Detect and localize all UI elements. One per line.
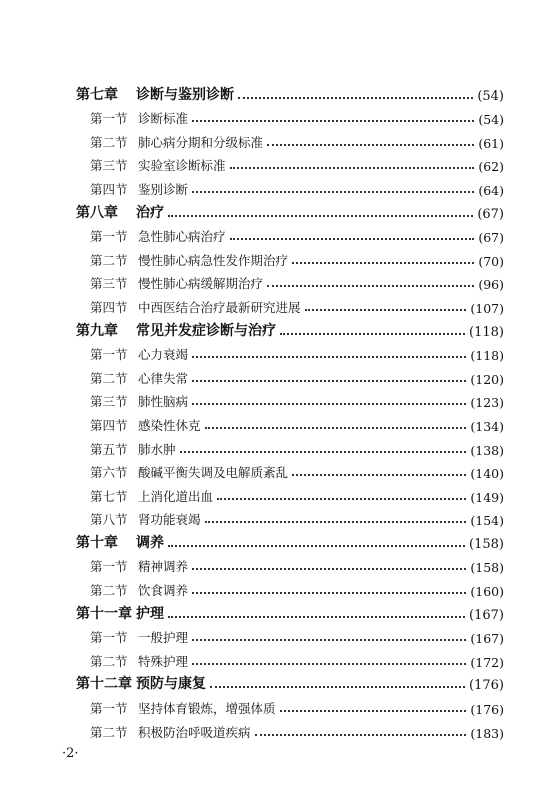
section-number: 第三节 (90, 158, 128, 174)
dot-leader (210, 686, 465, 688)
dot-leader (192, 592, 466, 594)
section-title: 感染性休克 (138, 417, 201, 433)
dot-leader (305, 309, 467, 311)
page-reference: (134) (470, 418, 504, 434)
dot-leader (230, 167, 475, 169)
page-reference: (70) (478, 253, 504, 269)
section-title: 急性肺心病治疗 (138, 229, 226, 245)
toc-section-row (76, 481, 504, 505)
dot-leader (280, 710, 467, 712)
toc-chapter-row (76, 198, 504, 222)
section-number: 第五节 (90, 441, 128, 457)
section-number: 第二节 (90, 252, 128, 268)
toc-section-row (76, 552, 504, 576)
dot-leader (180, 451, 467, 453)
toc-section-row (76, 222, 504, 246)
chapter-number: 第十二章 (76, 676, 132, 693)
page-reference: (118) (470, 348, 504, 364)
dot-leader (192, 380, 466, 382)
page-reference: (54) (478, 112, 504, 128)
page-reference: (183) (470, 725, 504, 741)
toc-section-row (76, 151, 504, 175)
page-reference: (67) (477, 206, 504, 222)
page-reference: (61) (478, 135, 504, 151)
section-number: 第一节 (90, 701, 128, 717)
toc-chapter-row (76, 316, 504, 340)
page-reference: (138) (470, 442, 504, 458)
dot-leader (267, 144, 474, 146)
section-number: 第三节 (90, 394, 128, 410)
section-number: 第一节 (90, 111, 128, 127)
dot-leader (192, 568, 466, 570)
page-reference: (118) (469, 324, 504, 340)
toc-section-row (76, 245, 504, 269)
toc-section-row (76, 104, 504, 128)
page-reference: (158) (469, 536, 504, 552)
page-reference: (107) (470, 300, 504, 316)
dot-leader (192, 191, 474, 193)
section-title: 精神调养 (138, 559, 189, 575)
page-number: ·2· (62, 746, 79, 761)
toc-chapter-row (76, 670, 504, 694)
chapter-title: 治疗 (136, 204, 164, 221)
page-reference: (154) (470, 513, 504, 529)
toc-section-row (76, 340, 504, 364)
section-title: 上消化道出血 (138, 488, 214, 504)
section-title: 心律失常 (138, 370, 189, 386)
chapter-title: 调养 (136, 534, 164, 551)
page-reference: (54) (477, 88, 504, 104)
section-number: 第一节 (90, 559, 128, 575)
section-title: 实验室诊断标准 (138, 158, 226, 174)
toc-chapter-row (76, 80, 504, 104)
section-number: 第二节 (90, 134, 128, 150)
section-title: 慢性肺心病急性发作期治疗 (138, 252, 289, 268)
toc-section-row (76, 458, 504, 482)
dot-leader (168, 616, 465, 618)
section-title: 一般护理 (138, 630, 189, 646)
section-title: 肺水肿 (138, 441, 176, 457)
section-title: 酸碱平衡失调及电解质紊乱 (138, 465, 289, 481)
toc-section-row (76, 363, 504, 387)
page-reference: (64) (478, 182, 504, 198)
section-title: 饮食调养 (138, 583, 189, 599)
section-number: 第二节 (90, 370, 128, 386)
section-title: 积极防治呼吸道疾病 (138, 724, 251, 740)
section-number: 第一节 (90, 630, 128, 646)
toc-section-row (76, 693, 504, 717)
section-number: 第四节 (90, 417, 128, 433)
page-reference: (167) (470, 631, 504, 647)
table-of-contents (76, 80, 504, 741)
section-number: 第四节 (90, 299, 128, 315)
chapter-title: 预防与康复 (136, 676, 206, 693)
toc-section-row (76, 410, 504, 434)
dot-leader (292, 474, 466, 476)
toc-section-row (76, 623, 504, 647)
section-title: 肺性脑病 (138, 394, 189, 410)
section-number: 第二节 (90, 724, 128, 740)
chapter-number: 第九章 (76, 322, 118, 339)
dot-leader (230, 238, 475, 240)
page-reference: (120) (470, 371, 504, 387)
chapter-number: 第七章 (76, 86, 118, 103)
page-reference: (160) (470, 584, 504, 600)
section-title: 慢性肺心病缓解期治疗 (138, 276, 264, 292)
page-reference: (140) (470, 466, 504, 482)
dot-leader (292, 262, 474, 264)
toc-chapter-row (76, 599, 504, 623)
chapter-title: 常见并发症诊断与治疗 (136, 322, 276, 339)
dot-leader (255, 734, 467, 736)
dot-leader (280, 333, 465, 335)
section-title: 中西医结合治疗最新研究进展 (138, 299, 301, 315)
chapter-title: 护理 (136, 605, 164, 622)
dot-leader (217, 498, 466, 500)
page-reference: (123) (470, 395, 504, 411)
section-number: 第三节 (90, 276, 128, 292)
dot-leader (192, 120, 474, 122)
chapter-number: 第十一章 (76, 605, 132, 622)
dot-leader (168, 215, 473, 217)
dot-leader (238, 97, 473, 99)
dot-leader (192, 403, 466, 405)
page-reference: (62) (478, 159, 504, 175)
dot-leader (205, 521, 467, 523)
toc-chapter-row (76, 528, 504, 552)
toc-section-row (76, 717, 504, 741)
section-number: 第八节 (90, 512, 128, 528)
section-title: 鉴别诊断 (138, 181, 189, 197)
page-reference: (176) (470, 702, 504, 718)
toc-section-row (76, 434, 504, 458)
section-number: 第四节 (90, 181, 128, 197)
page-reference: (67) (478, 230, 504, 246)
section-title: 心力衰竭 (138, 347, 189, 363)
toc-section-row (76, 575, 504, 599)
section-title: 诊断标准 (138, 111, 189, 127)
dot-leader (192, 639, 466, 641)
section-title: 肾功能衰竭 (138, 512, 201, 528)
section-number: 第一节 (90, 347, 128, 363)
section-title: 坚持体育锻炼，增强体质 (138, 701, 276, 717)
toc-section-row (76, 174, 504, 198)
chapter-number: 第十章 (76, 534, 118, 551)
page-reference: (149) (470, 489, 504, 505)
dot-leader (267, 285, 474, 287)
chapter-number: 第八章 (76, 204, 118, 221)
section-number: 第六节 (90, 465, 128, 481)
dot-leader (168, 545, 465, 547)
toc-section-row (76, 292, 504, 316)
dot-leader (192, 663, 466, 665)
toc-section-row (76, 269, 504, 293)
section-number: 第二节 (90, 583, 128, 599)
page-reference: (158) (470, 560, 504, 576)
page-reference: (176) (469, 678, 504, 694)
page-reference: (96) (478, 277, 504, 293)
dot-leader (192, 356, 466, 358)
section-number: 第二节 (90, 653, 128, 669)
chapter-title: 诊断与鉴别诊断 (136, 86, 234, 103)
page-reference: (172) (470, 654, 504, 670)
toc-section-row (76, 127, 504, 151)
section-number: 第七节 (90, 488, 128, 504)
dot-leader (205, 427, 467, 429)
section-title: 特殊护理 (138, 653, 189, 669)
page-reference: (167) (469, 607, 504, 623)
section-title: 肺心病分期和分级标准 (138, 134, 264, 150)
toc-section-row (76, 646, 504, 670)
toc-section-row (76, 387, 504, 411)
toc-section-row (76, 505, 504, 529)
section-number: 第一节 (90, 229, 128, 245)
